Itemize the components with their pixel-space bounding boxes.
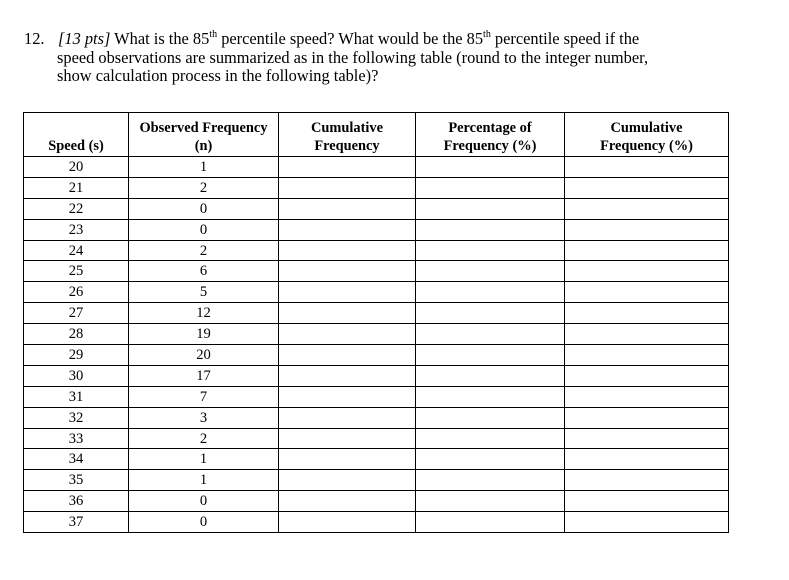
header-cumulative-frequency: Cumulative Frequency [279, 113, 416, 157]
cumulative-percentage-cell[interactable] [565, 324, 729, 345]
table-row [24, 512, 729, 533]
percentage-frequency-cell[interactable] [416, 261, 565, 282]
speed-frequency-table [23, 112, 729, 533]
table-row [24, 407, 729, 428]
cumulative-frequency-cell[interactable] [279, 470, 416, 491]
observed-frequency-cell: 7 [129, 386, 279, 407]
percentage-frequency-cell[interactable] [416, 449, 565, 470]
table-row [24, 198, 729, 219]
percentage-frequency-cell[interactable] [416, 198, 565, 219]
cumulative-frequency-cell[interactable] [279, 345, 416, 366]
cumulative-percentage-cell[interactable] [565, 428, 729, 449]
speed-cell: 33 [24, 428, 129, 449]
table-row [24, 261, 729, 282]
percentage-frequency-cell[interactable] [416, 491, 565, 512]
speed-cell: 37 [24, 512, 129, 533]
question-line-2: speed observations are summarized as in the following table (round to the integer number, [57, 47, 649, 67]
table-row [24, 282, 729, 303]
cumulative-frequency-cell[interactable] [279, 324, 416, 345]
table-row [24, 365, 729, 386]
cumulative-percentage-cell[interactable] [565, 512, 729, 533]
cumulative-frequency-cell[interactable] [279, 261, 416, 282]
question-text-b: percentile speed? What would be the 85 [217, 29, 484, 48]
observed-frequency-cell: 0 [129, 512, 279, 533]
speed-cell: 21 [24, 177, 129, 198]
observed-frequency-cell: 2 [129, 240, 279, 261]
percentage-frequency-cell[interactable] [416, 470, 565, 491]
percentage-frequency-cell[interactable] [416, 345, 565, 366]
percentage-frequency-cell[interactable] [416, 407, 565, 428]
observed-frequency-cell: 0 [129, 198, 279, 219]
cumulative-percentage-cell[interactable] [565, 470, 729, 491]
question-text-c: percentile speed if the [490, 29, 640, 48]
cumulative-percentage-cell[interactable] [565, 449, 729, 470]
observed-frequency-cell: 1 [129, 470, 279, 491]
header-speed: Speed (s) [24, 113, 129, 157]
table-row [24, 428, 729, 449]
percentage-frequency-cell[interactable] [416, 324, 565, 345]
cumulative-percentage-cell[interactable] [565, 240, 729, 261]
cumulative-percentage-cell[interactable] [565, 198, 729, 219]
observed-frequency-cell: 20 [129, 345, 279, 366]
percentage-frequency-cell[interactable] [416, 282, 565, 303]
speed-cell: 26 [24, 282, 129, 303]
table-row [24, 157, 729, 178]
header-cumulative-percentage: Cumulative Frequency (%) [565, 113, 729, 157]
cumulative-frequency-cell[interactable] [279, 303, 416, 324]
observed-frequency-cell: 2 [129, 177, 279, 198]
speed-cell: 23 [24, 219, 129, 240]
question-points: [13 pts] [58, 29, 111, 48]
cumulative-percentage-cell[interactable] [565, 365, 729, 386]
speed-cell: 31 [24, 386, 129, 407]
table-row [24, 470, 729, 491]
speed-cell: 22 [24, 198, 129, 219]
table-row [24, 219, 729, 240]
cumulative-percentage-cell[interactable] [565, 386, 729, 407]
table-row [24, 303, 729, 324]
cumulative-percentage-cell[interactable] [565, 345, 729, 366]
observed-frequency-cell: 0 [129, 491, 279, 512]
cumulative-frequency-cell[interactable] [279, 157, 416, 178]
table-header-row [24, 113, 729, 157]
observed-frequency-cell: 6 [129, 261, 279, 282]
cumulative-percentage-cell[interactable] [565, 261, 729, 282]
observed-frequency-cell: 12 [129, 303, 279, 324]
speed-cell: 24 [24, 240, 129, 261]
speed-cell: 30 [24, 365, 129, 386]
question-text-a: What is the 85 [110, 29, 210, 48]
superscript-th: th [209, 28, 218, 40]
cumulative-frequency-cell[interactable] [279, 512, 416, 533]
question-line-1 [24, 30, 724, 49]
observed-frequency-cell: 19 [129, 324, 279, 345]
cumulative-percentage-cell[interactable] [565, 303, 729, 324]
cumulative-frequency-cell[interactable] [279, 282, 416, 303]
percentage-frequency-cell[interactable] [416, 240, 565, 261]
table-row [24, 491, 729, 512]
question-text [24, 30, 724, 86]
table-row [24, 240, 729, 261]
question-line-3: show calculation process in the following table)? [57, 66, 379, 85]
speed-cell: 27 [24, 303, 129, 324]
cumulative-frequency-cell[interactable] [279, 449, 416, 470]
observed-frequency-cell: 2 [129, 428, 279, 449]
percentage-frequency-cell[interactable] [416, 365, 565, 386]
table-row [24, 386, 729, 407]
header-percentage-frequency: Percentage of Frequency (%) [416, 113, 565, 157]
observed-frequency-cell: 1 [129, 449, 279, 470]
cumulative-percentage-cell[interactable] [565, 177, 729, 198]
cumulative-frequency-cell[interactable] [279, 491, 416, 512]
cumulative-frequency-cell[interactable] [279, 198, 416, 219]
speed-cell: 28 [24, 324, 129, 345]
table-row [24, 345, 729, 366]
percentage-frequency-cell[interactable] [416, 157, 565, 178]
observed-frequency-cell: 3 [129, 407, 279, 428]
cumulative-frequency-cell[interactable] [279, 240, 416, 261]
speed-cell: 32 [24, 407, 129, 428]
percentage-frequency-cell[interactable] [416, 386, 565, 407]
cumulative-frequency-cell[interactable] [279, 219, 416, 240]
speed-cell: 35 [24, 470, 129, 491]
percentage-frequency-cell[interactable] [416, 512, 565, 533]
speed-cell: 36 [24, 491, 129, 512]
cumulative-percentage-cell[interactable] [565, 157, 729, 178]
percentage-frequency-cell[interactable] [416, 219, 565, 240]
observed-frequency-cell: 0 [129, 219, 279, 240]
observed-frequency-cell: 17 [129, 365, 279, 386]
table-row [24, 177, 729, 198]
percentage-frequency-cell[interactable] [416, 177, 565, 198]
observed-frequency-cell: 1 [129, 157, 279, 178]
question-number: 12. [24, 29, 45, 48]
table-row [24, 324, 729, 345]
cumulative-frequency-cell[interactable] [279, 365, 416, 386]
table-row [24, 449, 729, 470]
cumulative-frequency-cell[interactable] [279, 407, 416, 428]
speed-cell: 25 [24, 261, 129, 282]
percentage-frequency-cell[interactable] [416, 428, 565, 449]
speed-cell: 34 [24, 449, 129, 470]
cumulative-percentage-cell[interactable] [565, 491, 729, 512]
percentage-frequency-cell[interactable] [416, 303, 565, 324]
cumulative-frequency-cell[interactable] [279, 177, 416, 198]
cumulative-frequency-cell[interactable] [279, 386, 416, 407]
superscript-th: th [483, 28, 491, 40]
cumulative-percentage-cell[interactable] [565, 282, 729, 303]
cumulative-percentage-cell[interactable] [565, 219, 729, 240]
observed-frequency-cell: 5 [129, 282, 279, 303]
cumulative-frequency-cell[interactable] [279, 428, 416, 449]
speed-cell: 29 [24, 345, 129, 366]
header-observed-frequency: Observed Frequency (n) [129, 113, 279, 157]
cumulative-percentage-cell[interactable] [565, 407, 729, 428]
speed-cell: 20 [24, 157, 129, 178]
